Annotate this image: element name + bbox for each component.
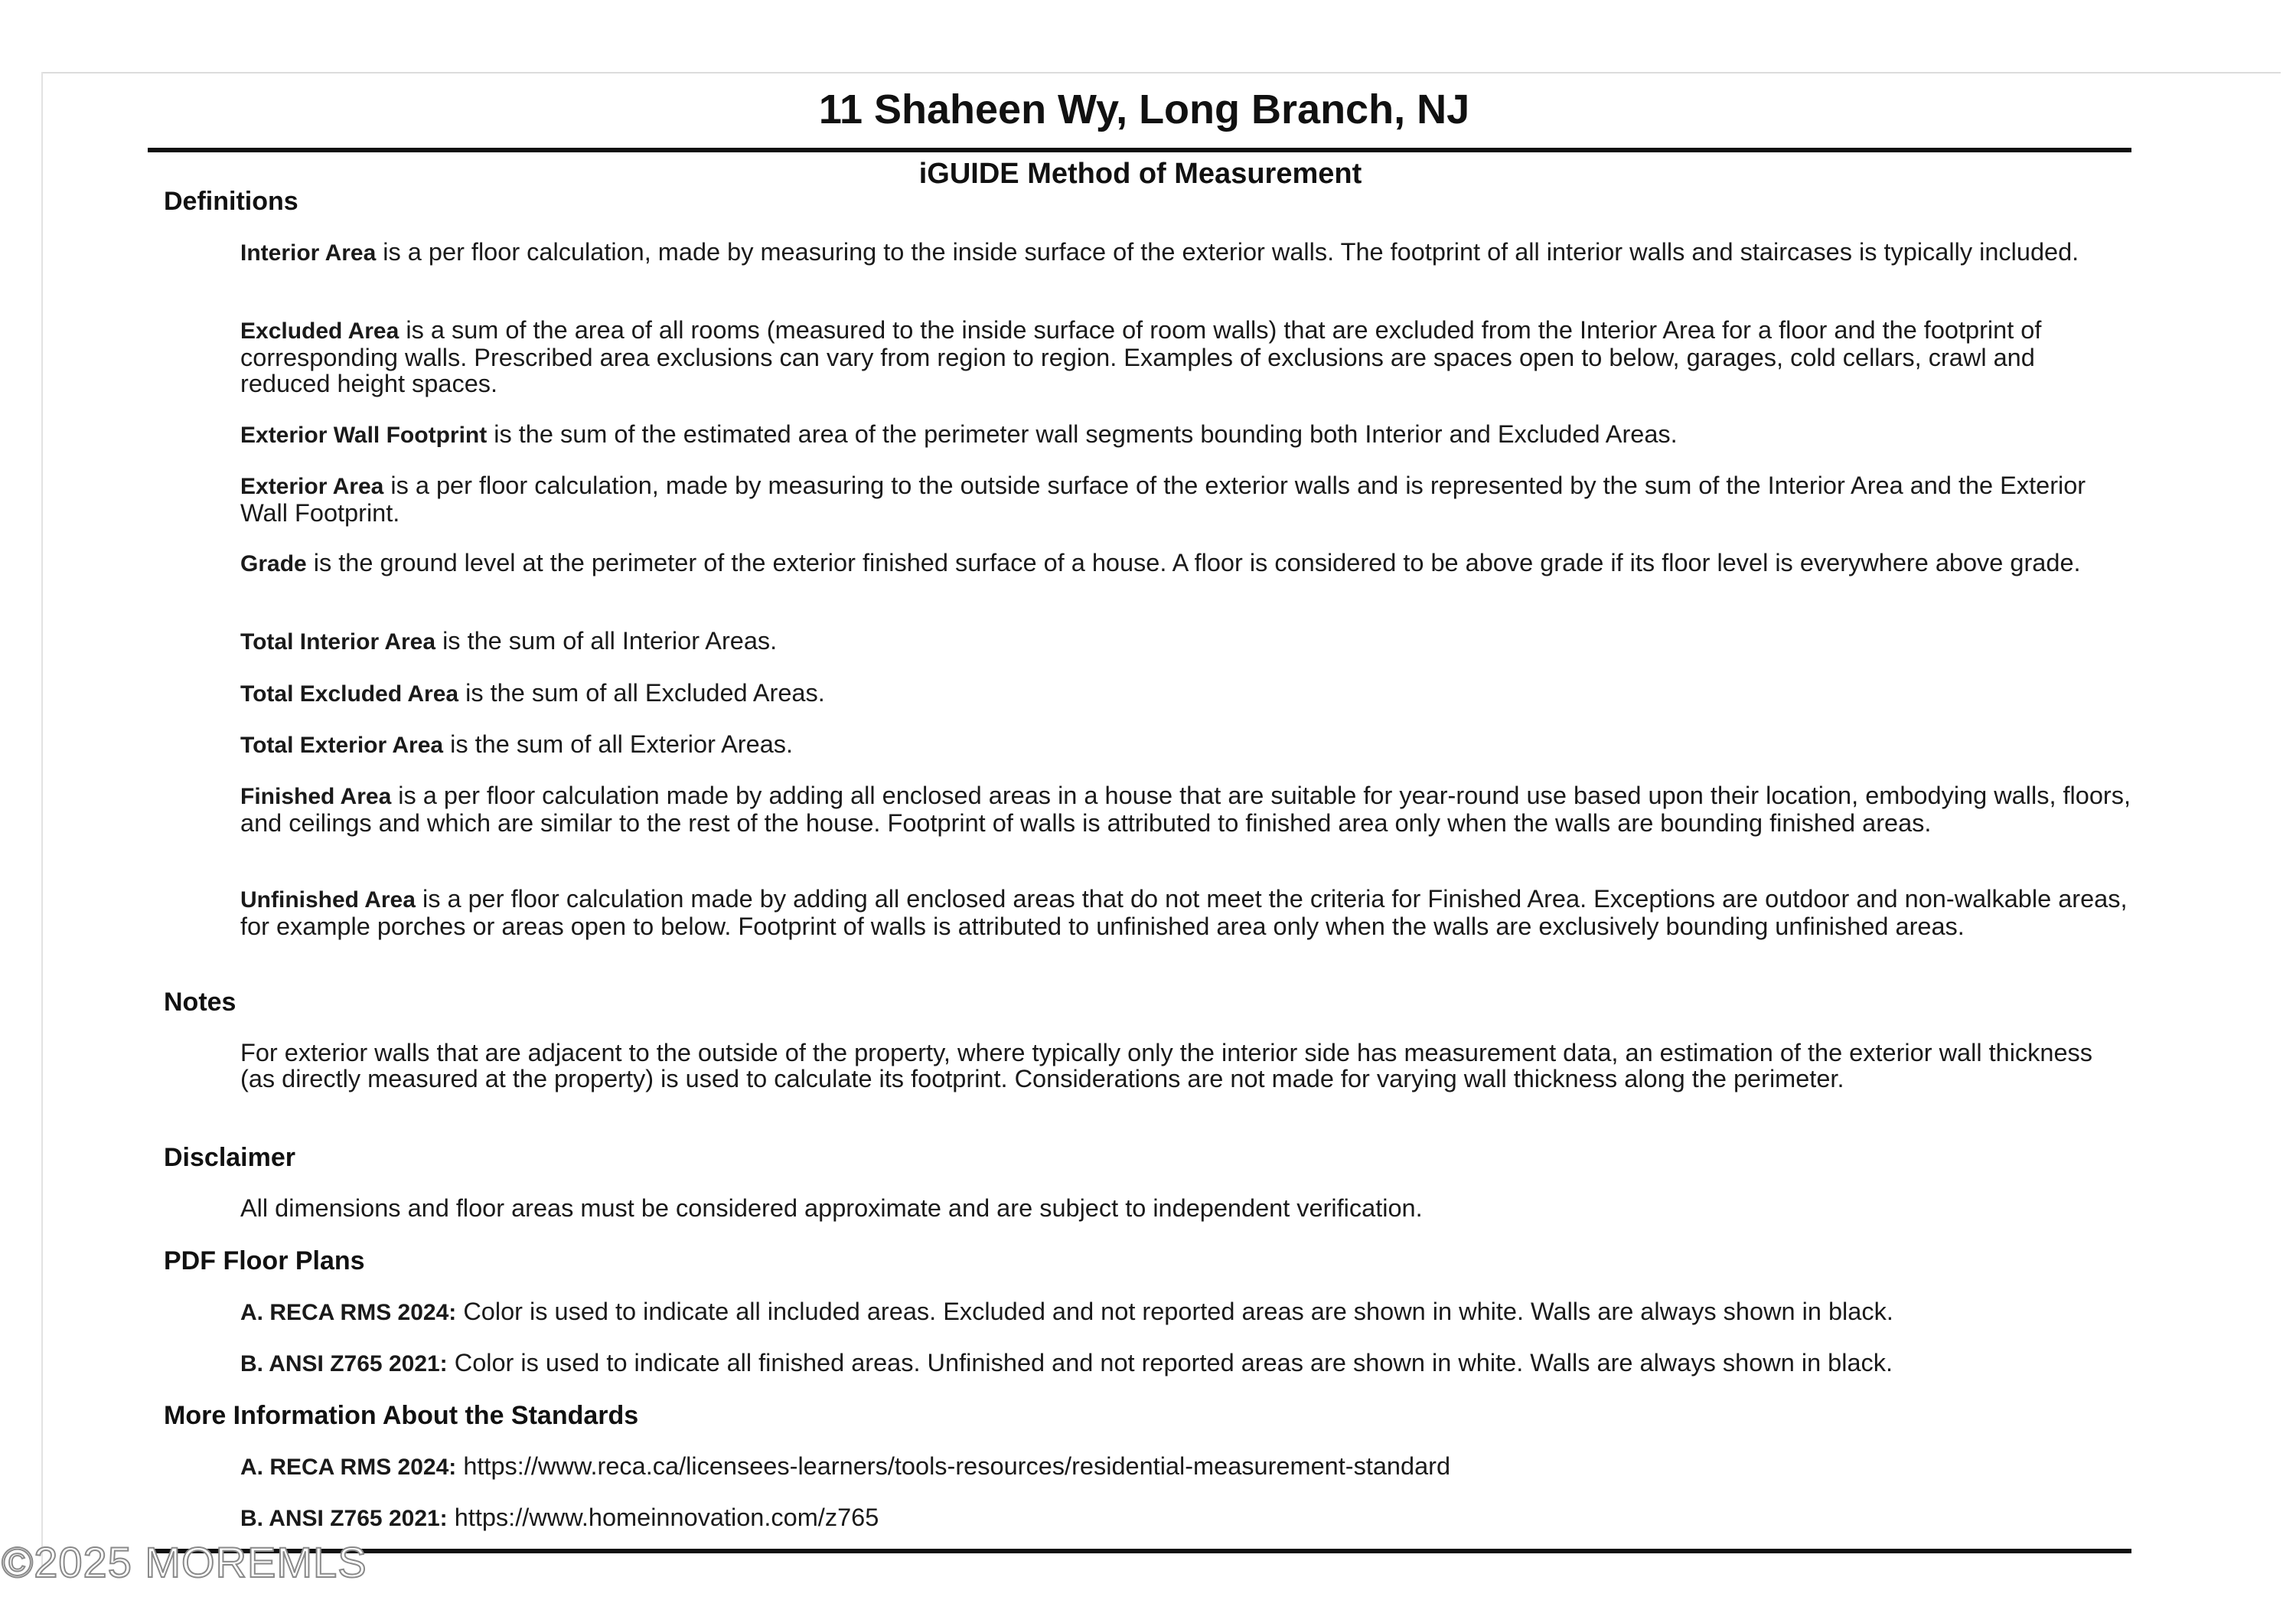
definition-exterior-wall-footprint [240, 421, 2131, 449]
floor-plan-ansi [240, 1350, 2131, 1377]
standard-link: https://www.reca.ca/licensees-learners/tools-resources/residential-measurement-standard [456, 1452, 1451, 1480]
definition-text: is the sum of the estimated area of the perimeter wall segments bounding both Interior and Excluded Areas. [487, 420, 1678, 448]
standard-text: Color is used to indicate all finished areas. Unfinished and not reported areas are shown in white. Walls are always shown in black. [447, 1349, 1893, 1376]
page-border-left [41, 72, 43, 1572]
definition-term: Finished Area [240, 784, 392, 809]
definitions-heading: Definitions [164, 187, 298, 216]
standard-term: B. ANSI Z765 2021: [240, 1351, 448, 1376]
definition-term: Total Exterior Area [240, 733, 444, 758]
definition-term: Total Interior Area [240, 629, 436, 655]
page-border [41, 72, 2281, 73]
definition-term: Grade [240, 551, 307, 576]
definition-text: is the sum of all Exterior Areas. [443, 730, 794, 758]
definition-total-exterior-area [240, 731, 2131, 759]
standard-term: A. RECA RMS 2024: [240, 1300, 457, 1325]
notes-heading: Notes [164, 988, 236, 1017]
definition-text: is a per floor calculation made by adding all enclosed areas that do not meet the criteria for Finished Area. Exceptions are outdoor and non-walkable areas, for example porches or areas open to below. Footprint of walls is attributed to unfinished area only when the walls are exclusively bounding unfinished areas. [240, 885, 2128, 940]
definition-term: Exterior Area [240, 474, 384, 499]
definition-finished-area [240, 782, 2131, 836]
definition-term: Excluded Area [240, 318, 400, 344]
document-title: 11 Shaheen Wy, Long Branch, NJ [818, 87, 1470, 132]
pdf-floor-plans-heading: PDF Floor Plans [164, 1246, 365, 1275]
definition-text: is a sum of the area of all rooms (measured to the inside surface of room walls) that are excluded from the Interior Area for a floor and the footprint of corresponding walls. Prescribed area exclusions can vary from region to region. Examples of exclusions are spaces open to below, garages, cold cellars, crawl and reduced height spaces. [240, 316, 2042, 397]
copyright-watermark: ©2025 MOREMLS [2, 1538, 367, 1586]
definition-term: Total Excluded Area [240, 681, 459, 707]
more-info-ansi [240, 1504, 2131, 1532]
definition-text: is the sum of all Interior Areas. [435, 627, 778, 655]
definition-term: Interior Area [240, 240, 377, 266]
disclaimer-heading: Disclaimer [164, 1143, 295, 1172]
more-info-reca [240, 1453, 2131, 1481]
definition-text: is the ground level at the perimeter of the exterior finished surface of a house. A floor is considered to be above grade if its floor level is everywhere above grade. [306, 549, 2081, 576]
definition-excluded-area [240, 317, 2131, 397]
standard-term: A. RECA RMS 2024: [240, 1455, 457, 1480]
definition-text: is the sum of all Excluded Areas. [458, 679, 825, 707]
definition-text: is a per floor calculation made by adding all enclosed areas in a house that are suitable for year-round use based upon their location, embodying walls, floors, and ceilings and which are similar to the rest of the house. Footprint of walls is attributed to finished area only when the walls are bounding finished areas. [240, 782, 2131, 837]
definition-exterior-area [240, 472, 2131, 526]
standard-text: Color is used to indicate all included areas. Excluded and not reported areas are shown in white. Walls are always shown in black. [456, 1298, 1893, 1325]
title-divider [148, 148, 2131, 152]
notes-text: For exterior walls that are adjacent to the outside of the property, where typically only the interior side has measurement data, an estimation of the exterior wall thickness (as directly measured at the property) is used to calculate its footprint. Considerations are not made for varying wall thickness along the perimeter. [240, 1039, 2093, 1092]
definition-term: Exterior Wall Footprint [240, 423, 488, 448]
definition-unfinished-area [240, 886, 2131, 939]
definition-interior-area [240, 239, 2131, 266]
definition-total-excluded-area [240, 680, 2131, 707]
definition-text: is a per floor calculation, made by measuring to the outside surface of the exterior walls and is represented by the sum of the Interior Area and the Exterior Wall Footprint. [240, 472, 2086, 527]
footer-divider [148, 1549, 2131, 1553]
disclaimer-text: All dimensions and floor areas must be considered approximate and are subject to independent verification. [240, 1194, 1423, 1222]
definition-grade [240, 550, 2131, 577]
standard-term: B. ANSI Z765 2021: [240, 1506, 448, 1531]
floor-plan-reca [240, 1298, 2131, 1326]
standard-link: https://www.homeinnovation.com/z765 [447, 1504, 879, 1531]
more-info-heading: More Information About the Standards [164, 1401, 639, 1430]
definition-text: is a per floor calculation, made by measuring to the inside surface of the exterior walls. The footprint of all interior walls and staircases is typically included. [376, 238, 2079, 266]
document-subtitle: iGUIDE Method of Measurement [918, 158, 1362, 190]
definition-term: Unfinished Area [240, 887, 416, 913]
definition-total-interior-area [240, 628, 2131, 655]
